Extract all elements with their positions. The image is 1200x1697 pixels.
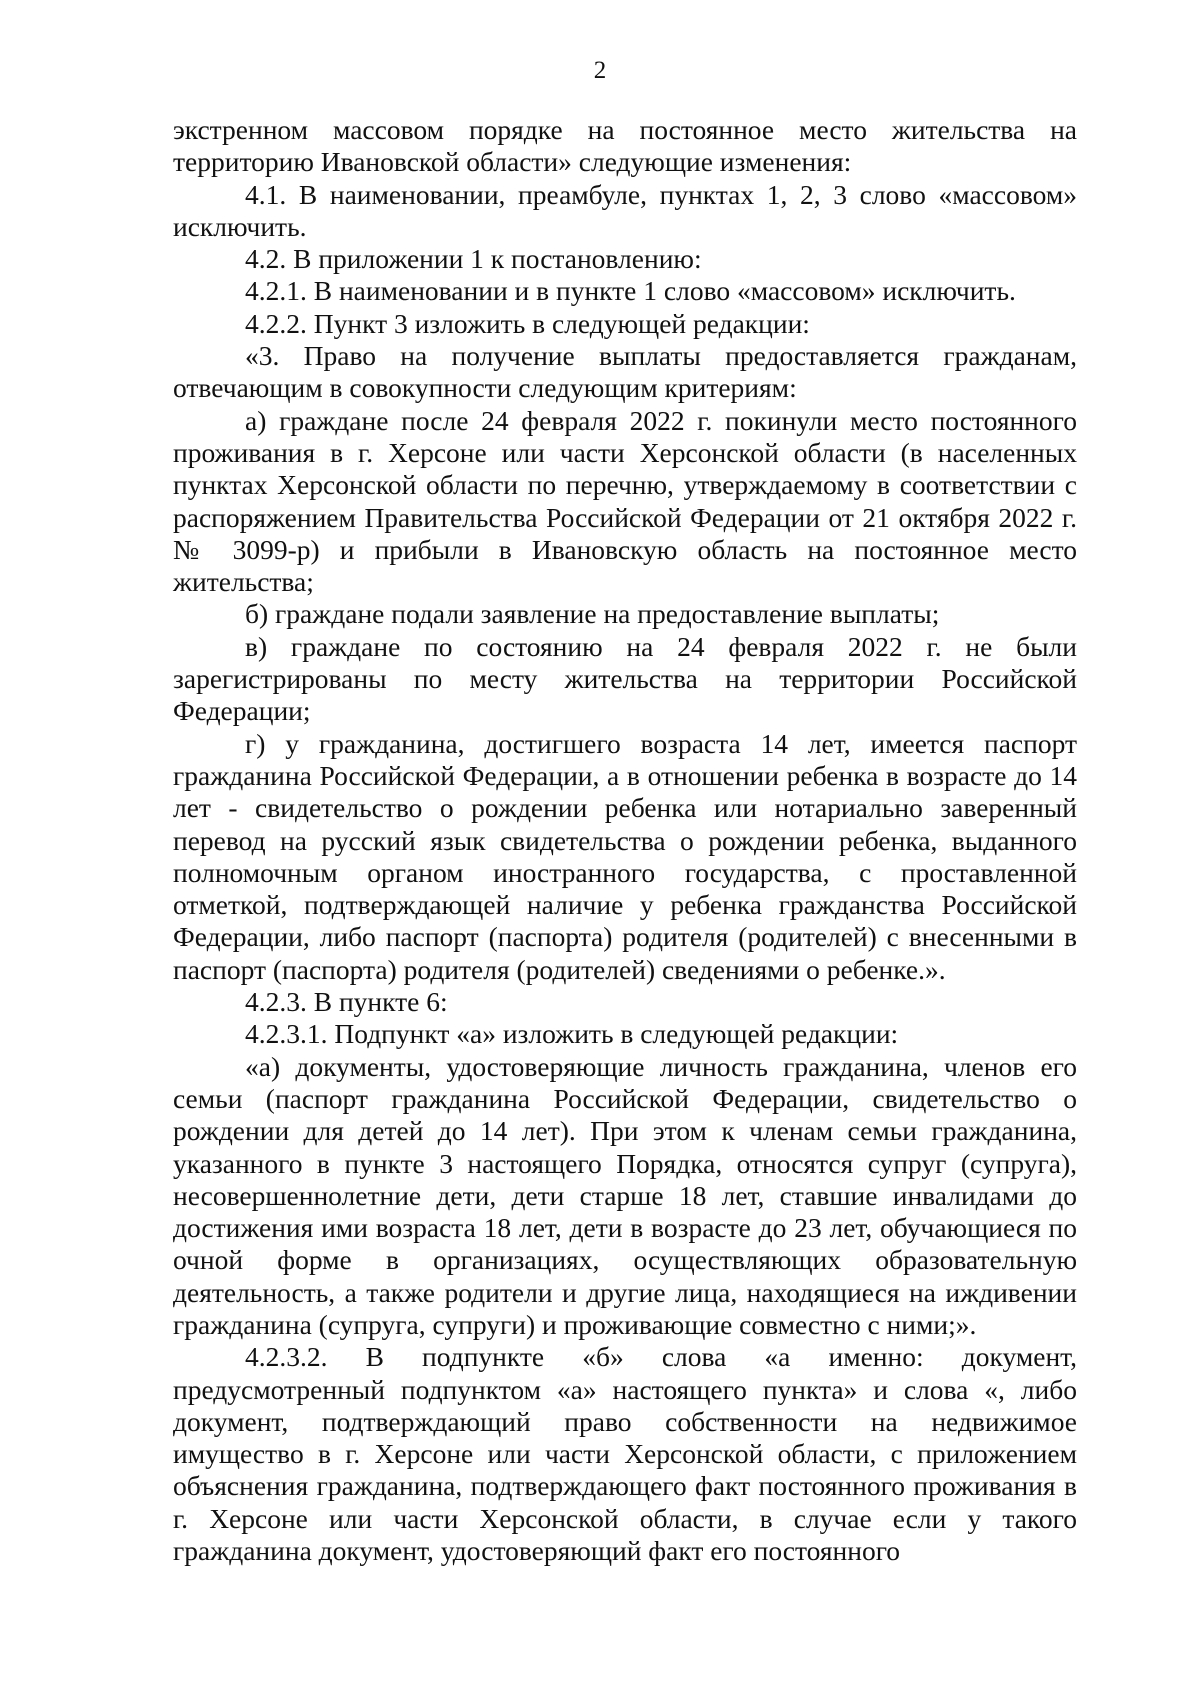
paragraph-4-2-3: 4.2.3. В пункте 6: (245, 986, 448, 1018)
document-body (173, 114, 1077, 1567)
paragraph-4-2-3-2: 4.2.3.2. В подпункте «б» слова «а именно: документ, предусмотренный подпунктом «а» настоящего пункта» и слова «, либо документ, подтверждающий право собственности на недвижимое имущество в г. Херсоне или части Херсонской области, с приложением объяснения гражданина, подтверждающего факт постоянного проживания в г. Херсоне или части Херсонской области, в случае если у такого гражданина документ, удостоверяющий факт его постоянного (173, 1341, 1077, 1567)
paragraph-criterion-a: а) граждане после 24 февраля 2022 г. покинули место постоянного проживания в г. Херсоне или части Херсонской области (в населенных пунктах Херсонской области по перечню, утверждаемому в соответствии с распоряжением Правительства Российской Федерации от 21 октября 2022 г. № 3099-р) и прибыли в Ивановскую область на постоянное место жительства; (173, 404, 1077, 598)
paragraph-criterion-v: в) граждане по состоянию на 24 февраля 2022 г. не были зарегистрированы по месту жительства на территории Российской Федерации; (173, 630, 1077, 727)
paragraph-continuation: экстренном массовом порядке на постоянное место жительства на территорию Ивановской области» следующие изменения: (173, 114, 1077, 178)
paragraph-item-3: «3. Право на получение выплаты предоставляется гражданам, отвечающим в совокупности следующим критериям: (173, 340, 1077, 404)
paragraph-subitem-a: «а) документы, удостоверяющие личность гражданина, членов его семьи (паспорт гражданина Российской Федерации, свидетельство о рождении для детей до 14 лет). При этом к членам семьи гражданина, указанного в пункте 3 настоящего Порядка, относятся супруг (супруга), несовершеннолетние дети, дети старше 18 лет, ставшие инвалидами до достижения ими возраста 18 лет, дети в возрасте до 23 лет, обучающиеся по очной форме в организациях, осуществляющих образовательную деятельность, а также родители и другие лица, находящиеся на иждивении гражданина (супруга, супруги) и проживающие совместно с ними;». (173, 1050, 1077, 1340)
paragraph-4-2-3-1: 4.2.3.1. Подпункт «а» изложить в следующей редакции: (245, 1018, 899, 1050)
paragraph-4-2: 4.2. В приложении 1 к постановлению: (245, 243, 702, 275)
paragraph-4-2-1: 4.2.1. В наименовании и в пункте 1 слово «массовом» исключить. (245, 275, 1016, 307)
paragraph-4-1: 4.1. В наименовании, преамбуле, пунктах 1, 2, 3 слово «массовом» исключить. (173, 178, 1077, 242)
page-number: 2 (593, 57, 607, 84)
paragraph-criterion-b: б) граждане подали заявление на предоставление выплаты; (245, 598, 940, 630)
paragraph-criterion-g: г) у гражданина, достигшего возраста 14 лет, имеется паспорт гражданина Российской Федерации, а в отношении ребенка в возрасте до 14 лет - свидетельство о рождении ребенка или нотариально заверенный перевод на русский язык свидетельства о рождении ребенка, выданного полномочным органом иностранного государства, с проставленной отметкой, подтверждающей наличие у ребенка гражданства Российской Федерации, либо паспорт (паспорта) родителя (родителей) с внесенными в паспорт (паспорта) родителя (родителей) сведениями о ребенке.». (173, 727, 1077, 985)
paragraph-4-2-2: 4.2.2. Пункт 3 изложить в следующей редакции: (245, 307, 810, 339)
